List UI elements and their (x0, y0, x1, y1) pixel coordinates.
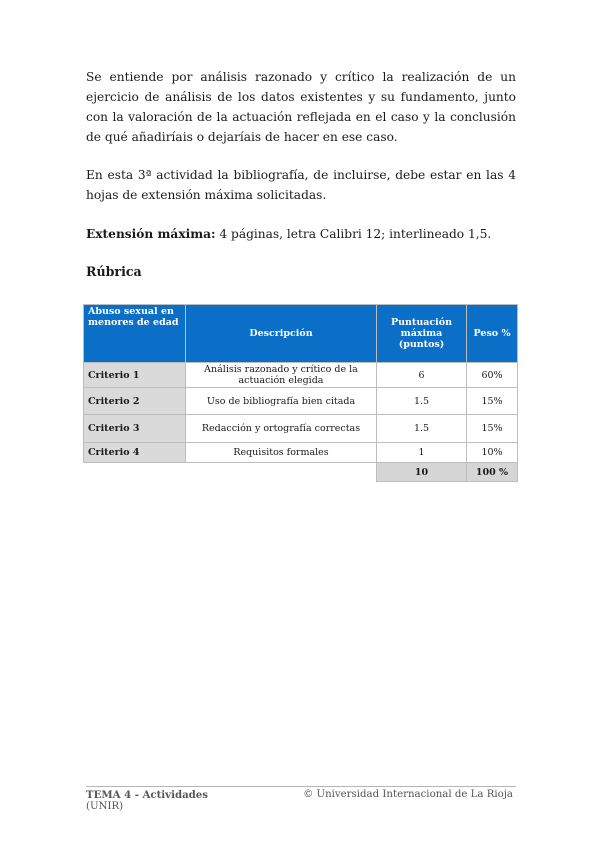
puntos-cell: 1.5 (377, 415, 467, 443)
bibliography-paragraph: En esta 3ª actividad la bibliografía, de incluirse, debe estar en las 4 hojas de extensión máxima solicitadas. (86, 168, 516, 202)
footer-org: (UNIR) (86, 801, 124, 812)
descripcion-cell: Redacción y ortografía correctas (186, 415, 377, 443)
criterio-cell: Criterio 2 (84, 388, 186, 415)
table-row (84, 363, 518, 388)
max-extension-label: Extensión máxima: (86, 227, 216, 241)
total-row (84, 463, 518, 482)
footer-copyright: © Universidad Internacional de La Rioja (303, 789, 513, 800)
peso-cell: 15% (467, 388, 518, 415)
footer-title: TEMA 4 - Actividades (86, 789, 209, 801)
max-extension-text: 4 páginas, letra Calibri 12; interlineado 1,5. (215, 227, 492, 241)
rubric-table (83, 304, 518, 482)
table-row (84, 388, 518, 415)
table-row (84, 443, 518, 463)
criterio-cell: Criterio 3 (84, 415, 186, 443)
header-abuso: Abuso sexual en menores de edad (84, 305, 186, 363)
descripcion-cell: Requisitos formales (186, 443, 377, 463)
peso-cell: 15% (467, 415, 518, 443)
empty-cell (186, 463, 377, 482)
footer-left (86, 789, 208, 813)
table-header-row (84, 305, 518, 363)
total-puntos: 10 (377, 463, 467, 482)
criterio-cell: Criterio 1 (84, 363, 186, 388)
table-row (84, 415, 518, 443)
descripcion-cell: Análisis razonado y crítico de la actuación elegida (186, 363, 377, 388)
max-extension-paragraph (86, 224, 516, 244)
rubric-heading: Rúbrica (86, 264, 142, 279)
puntos-cell: 6 (377, 363, 467, 388)
puntos-cell: 1 (377, 443, 467, 463)
header-peso: Peso % (467, 305, 518, 363)
puntos-cell: 1.5 (377, 388, 467, 415)
header-puntuacion: Puntuación máxima (puntos) (377, 305, 467, 363)
total-peso: 100 % (467, 463, 518, 482)
header-descripcion: Descripción (186, 305, 377, 363)
peso-cell: 60% (467, 363, 518, 388)
footer-divider (86, 786, 516, 787)
intro-paragraph: Se entiende por análisis razonado y crítico la realización de un ejercicio de análisis de los datos existentes y su fundamento, junto con la valoración de la actuación reflejada en el caso y la conclusión de qué añadiríais o dejaríais de hacer en ese caso. (86, 70, 516, 144)
criterio-cell: Criterio 4 (84, 443, 186, 463)
empty-cell (84, 463, 186, 482)
peso-cell: 10% (467, 443, 518, 463)
descripcion-cell: Uso de bibliografía bien citada (186, 388, 377, 415)
